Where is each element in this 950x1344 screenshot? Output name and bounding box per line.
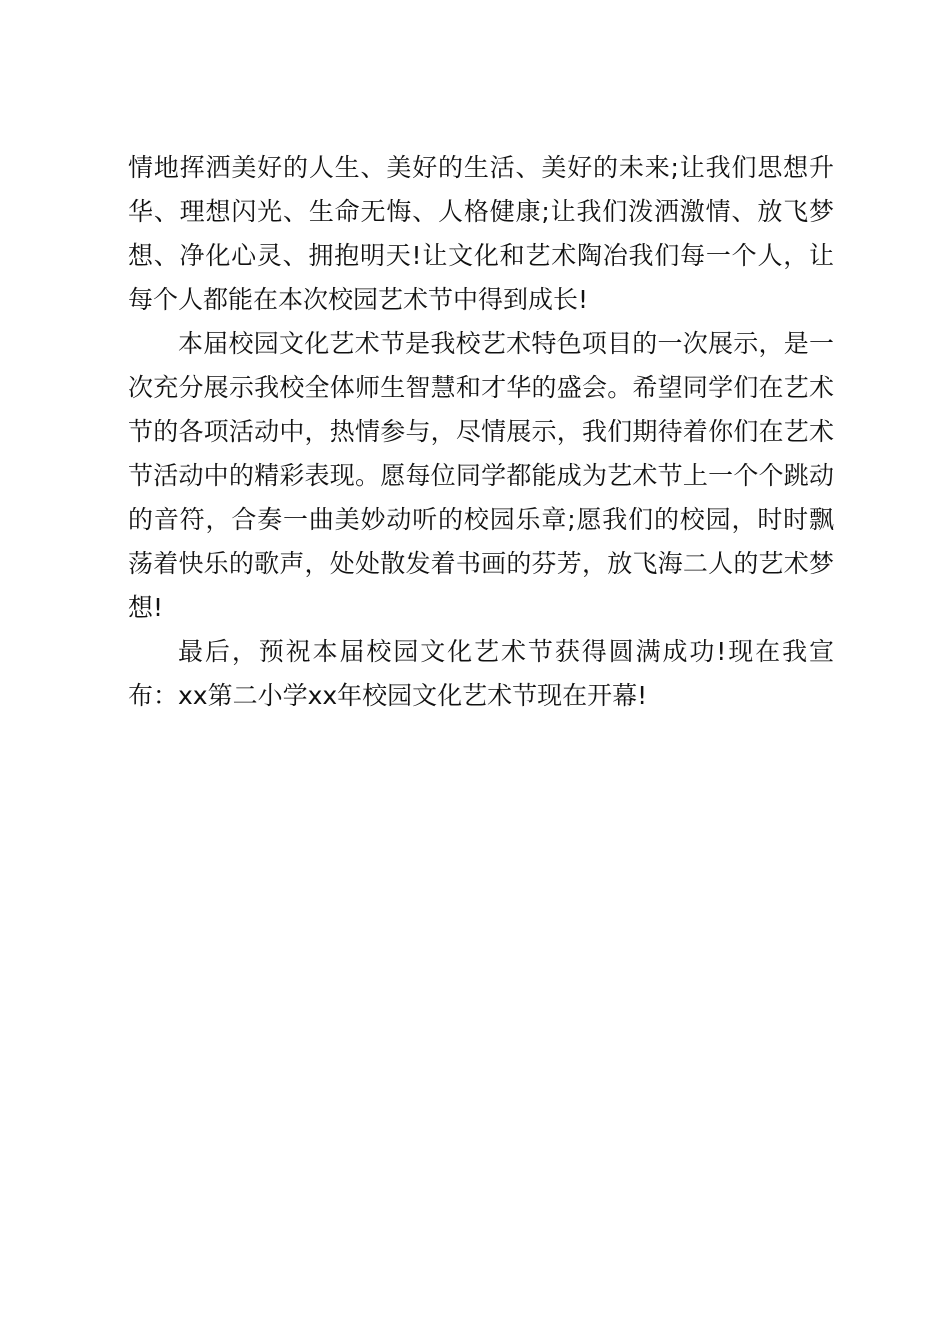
paragraph-continuation: 情地挥洒美好的人生、美好的生活、美好的未来;让我们思想升华、理想闪光、生命无悔、人格健康;让我们泼洒激情、放飞梦想、净化心灵、拥抱明天!让文化和艺术陶冶我们每一个人，让每个人都能在本次校园艺术节中得到成长! [128,153,834,314]
paragraph-festival-showcase: 本届校园文化艺术节是我校艺术特色项目的一次展示，是一次充分展示我校全体师生智慧和才华的盛会。希望同学们在艺术节的各项活动中，热情参与，尽情展示，我们期待着你们在艺术节活动中的精彩表现。愿每位同学都能成为艺术节上一个个跳动的音符，合奏一曲美妙动听的校园乐章;愿我们的校园，时时飘荡着快乐的歌声，处处散发着书画的芬芳，放飞海二人的艺术梦想! [128,329,834,622]
document-body [128,146,834,718]
paragraph-opening-declaration: 最后，预祝本届校园文化艺术节获得圆满成功!现在我宣布：xx第二小学xx年校园文化艺术节现在开幕! [128,637,834,710]
